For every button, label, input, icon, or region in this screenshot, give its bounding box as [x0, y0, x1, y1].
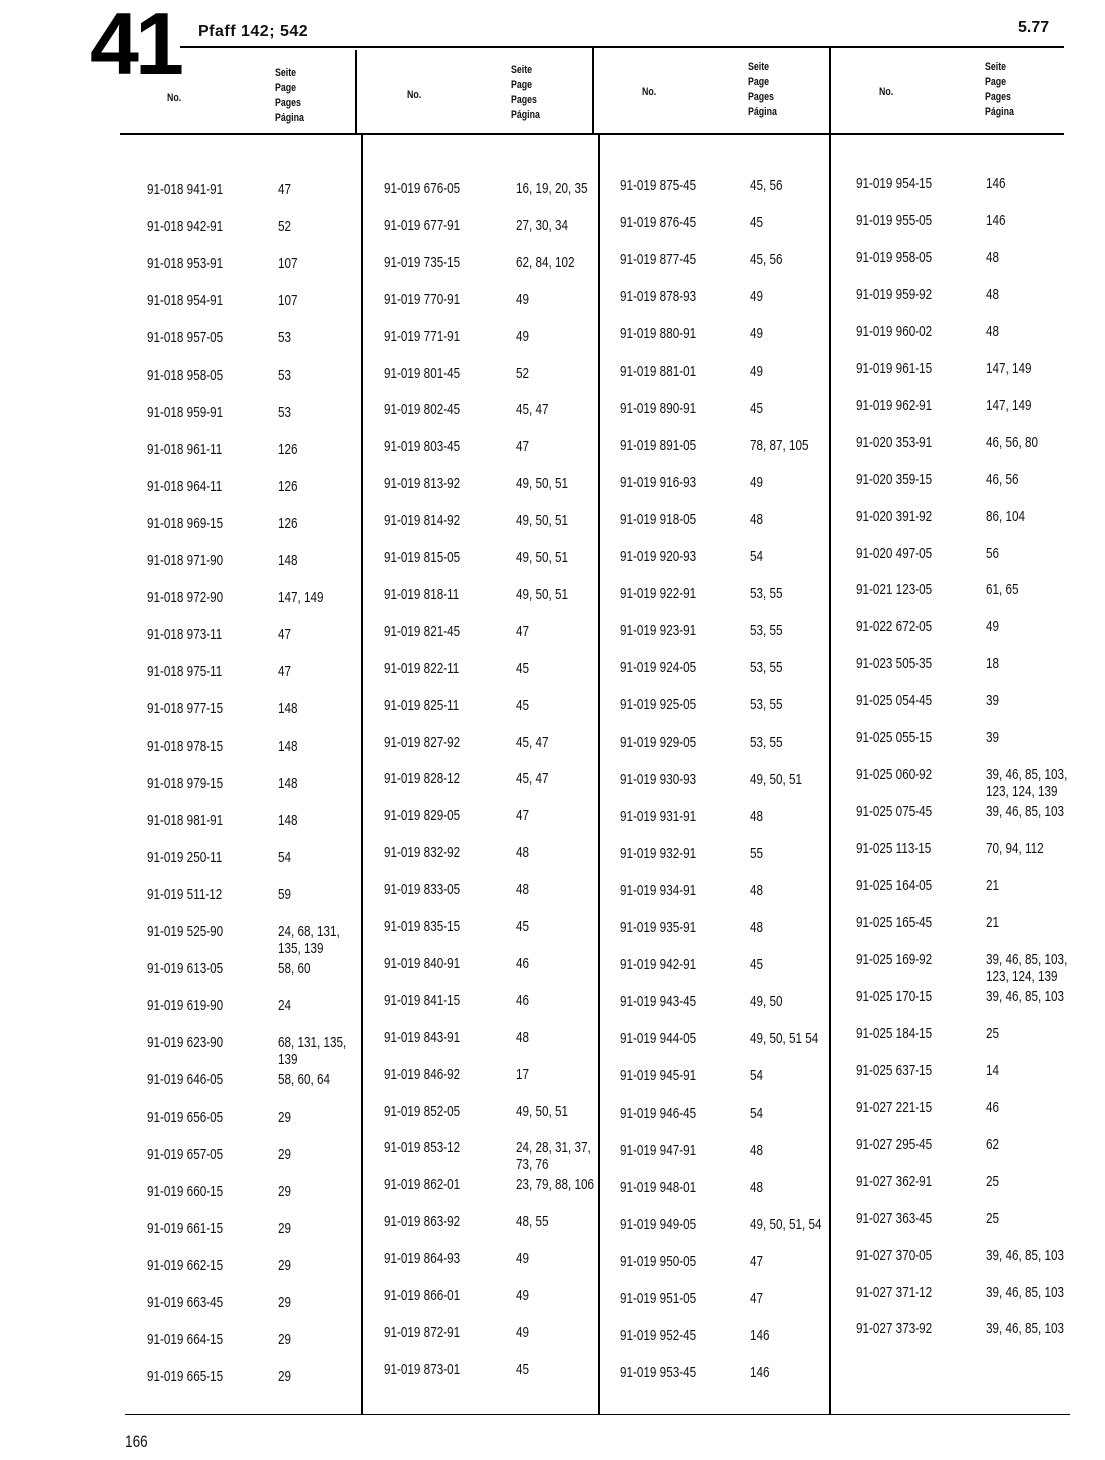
- page-reference: 17: [516, 1065, 530, 1083]
- column-header-page: [511, 63, 540, 123]
- page-reference: 48: [986, 322, 1000, 340]
- part-number: 91-027 363-45: [856, 1209, 933, 1227]
- column-divider: [592, 48, 594, 135]
- page-reference: 78, 87, 105: [750, 436, 809, 454]
- page-reference: 147, 149: [278, 589, 324, 607]
- page-reference: 49: [516, 327, 530, 345]
- part-number: 91-019 525-90: [147, 923, 224, 940]
- part-number: 91-020 391-92: [856, 507, 933, 525]
- part-number: 91-027 221-15: [856, 1098, 933, 1116]
- page-reference: 24, 68, 131, 135, 139: [278, 923, 340, 957]
- page-reference: 39, 46, 85, 103: [986, 987, 1065, 1005]
- page-reference: 148: [278, 774, 298, 792]
- page-reference: 29: [278, 1294, 292, 1311]
- page-reference: 29: [278, 1108, 292, 1126]
- page-reference: 24, 28, 31, 37, 73, 76: [516, 1139, 591, 1174]
- part-number: 91-019 661-15: [147, 1219, 224, 1237]
- part-number: 91-019 735-15: [384, 253, 461, 271]
- page-reference: 49: [516, 1250, 530, 1268]
- part-number: 91-018 973-11: [147, 626, 223, 644]
- page-reference: 49: [750, 325, 764, 343]
- part-number: 91-020 497-05: [856, 544, 933, 562]
- part-number: 91-025 169-92: [856, 950, 933, 968]
- part-number: 91-019 929-05: [620, 733, 697, 751]
- part-number: 91-018 954-91: [147, 292, 224, 310]
- part-number: 91-019 960-02: [856, 322, 933, 340]
- part-number: 91-025 164-05: [856, 877, 933, 895]
- page-reference: 46, 56: [986, 470, 1019, 488]
- page-reference: 49: [986, 618, 1000, 636]
- part-number: 91-019 873-01: [384, 1360, 461, 1378]
- page-reference: 46: [986, 1098, 1000, 1116]
- part-number: 91-018 953-91: [147, 255, 224, 273]
- page-reference: 126: [278, 477, 298, 495]
- page-header-label: Página: [748, 106, 777, 118]
- page-reference: 48: [986, 285, 1000, 303]
- page-reference: 53: [278, 366, 292, 384]
- part-number: 91-019 922-91: [620, 585, 697, 603]
- part-number: 91-019 827-92: [384, 733, 461, 751]
- page-reference: 21: [986, 914, 1000, 931]
- part-number: 91-025 060-92: [856, 766, 933, 784]
- part-number: 91-019 934-91: [620, 881, 697, 899]
- part-number: 91-019 942-91: [620, 956, 697, 974]
- page-reference: 29: [278, 1256, 292, 1274]
- page-reference: 48: [750, 807, 764, 825]
- part-number: 91-019 958-05: [856, 248, 933, 266]
- part-number: 91-019 948-01: [620, 1178, 697, 1196]
- page-reference: 46: [516, 991, 530, 1009]
- column-divider: [355, 50, 357, 135]
- page-reference: 147, 149: [986, 396, 1032, 414]
- part-number: 91-019 835-15: [384, 918, 461, 935]
- part-number: 91-018 959-91: [147, 403, 224, 421]
- part-number: 91-019 947-91: [620, 1141, 697, 1159]
- page-reference: 29: [278, 1182, 292, 1200]
- page-reference: 148: [278, 811, 298, 829]
- part-number: 91-019 828-12: [384, 770, 461, 788]
- top-rule: [180, 46, 1064, 48]
- part-number: 91-019 833-05: [384, 881, 461, 899]
- page-reference: 47: [278, 626, 292, 644]
- part-number: 91-018 977-15: [147, 700, 224, 718]
- page-reference: 25: [986, 1024, 1000, 1042]
- part-number: 91-019 250-11: [147, 848, 223, 866]
- part-number: 91-027 295-45: [856, 1135, 933, 1153]
- part-number: 91-019 660-15: [147, 1182, 224, 1200]
- page-reference: 62: [986, 1135, 1000, 1153]
- page-reference: 47: [750, 1252, 764, 1270]
- part-number: 91-018 979-15: [147, 774, 224, 792]
- page-reference: 52: [516, 364, 530, 382]
- page-reference: 46, 56, 80: [986, 433, 1039, 451]
- part-number: 91-018 941-91: [147, 181, 224, 198]
- page-reference: 39, 46, 85, 103, 123, 124, 139: [986, 766, 1068, 801]
- part-number: 91-019 945-91: [620, 1067, 697, 1085]
- part-number: 91-022 672-05: [856, 618, 933, 636]
- page-reference: 14: [986, 1061, 1000, 1079]
- column-header-page: [985, 60, 1014, 120]
- part-number: 91-019 853-12: [384, 1139, 461, 1157]
- part-number: 91-019 877-45: [620, 251, 697, 269]
- part-number: 91-019 930-93: [620, 770, 697, 788]
- part-number: 91-019 840-91: [384, 954, 461, 972]
- page-reference: 45: [750, 956, 764, 974]
- column-header-no: No.: [879, 86, 894, 98]
- page-reference: 86, 104: [986, 507, 1026, 525]
- page-reference: 48: [750, 919, 764, 936]
- part-number: 91-019 801-45: [384, 364, 461, 382]
- page-reference: 48: [750, 881, 764, 899]
- part-number: 91-019 843-91: [384, 1028, 461, 1046]
- page-reference: 29: [278, 1219, 292, 1237]
- page-reference: 54: [750, 1104, 764, 1122]
- page-header-label: Page: [275, 82, 297, 94]
- part-number: 91-019 954-15: [856, 175, 933, 192]
- page-number: 166: [125, 1432, 148, 1451]
- page-reference: 146: [986, 211, 1006, 229]
- page-reference: 107: [278, 255, 298, 273]
- page-reference: 148: [278, 552, 298, 569]
- page-header-label: Seite: [511, 64, 533, 76]
- page-reference: 126: [278, 440, 298, 458]
- page-reference: 45: [750, 214, 764, 232]
- part-number: 91-019 961-15: [856, 359, 933, 377]
- page-reference: 146: [750, 1327, 770, 1345]
- part-number: 91-019 925-05: [620, 696, 697, 714]
- column-divider: [598, 135, 600, 1415]
- part-number: 91-019 862-01: [384, 1176, 461, 1194]
- page-reference: 126: [278, 514, 298, 532]
- part-number: 91-019 920-93: [620, 548, 697, 565]
- page-reference: 49, 50, 51: [516, 549, 569, 566]
- part-number: 91-019 935-91: [620, 919, 697, 936]
- part-number: 91-019 770-91: [384, 290, 461, 308]
- page-reference: 27, 30, 34: [516, 216, 569, 234]
- page-reference: 147, 149: [986, 359, 1032, 377]
- part-number: 91-019 813-92: [384, 475, 461, 493]
- page-reference: 21: [986, 877, 1000, 895]
- page-reference: 49, 50, 51: [516, 475, 569, 493]
- page-reference: 45, 47: [516, 733, 549, 751]
- part-number: 91-018 978-15: [147, 737, 224, 755]
- page-reference: 29: [278, 1368, 292, 1386]
- part-number: 91-019 931-91: [620, 807, 697, 825]
- page-header-label: Page: [748, 76, 770, 88]
- part-number: 91-018 981-91: [147, 811, 224, 829]
- page-reference: 49, 50, 51, 54: [750, 1215, 822, 1233]
- part-number: 91-019 664-15: [147, 1331, 224, 1349]
- page-reference: 61, 65: [986, 581, 1019, 599]
- part-number: 91-025 113-15: [856, 840, 932, 858]
- page-reference: 48, 55: [516, 1213, 549, 1231]
- page-reference: 47: [516, 807, 530, 825]
- page-header-label: Pages: [748, 91, 774, 103]
- page-reference: 53, 55: [750, 585, 783, 603]
- part-number: 91-025 170-15: [856, 987, 933, 1005]
- part-number: 91-019 932-91: [620, 844, 697, 862]
- part-number: 91-019 852-05: [384, 1102, 461, 1120]
- page-reference: 59: [278, 885, 292, 903]
- page-reference: 49: [750, 473, 764, 491]
- part-number: 91-019 943-45: [620, 993, 697, 1011]
- part-number: 91-019 875-45: [620, 177, 697, 194]
- part-number: 91-019 959-92: [856, 285, 933, 303]
- page-header-label: Page: [985, 76, 1007, 88]
- part-number: 91-018 972-90: [147, 589, 224, 607]
- part-number: 91-027 371-12: [856, 1283, 933, 1301]
- page-reference: 25: [986, 1209, 1000, 1227]
- page-reference: 62, 84, 102: [516, 253, 575, 271]
- part-number: 91-018 961-11: [147, 440, 223, 458]
- page-reference: 47: [278, 663, 292, 681]
- part-number: 91-019 951-05: [620, 1290, 697, 1307]
- part-number: 91-023 505-35: [856, 655, 933, 673]
- part-number: 91-027 370-05: [856, 1246, 933, 1264]
- section-number: 41: [90, 0, 180, 93]
- page-reference: 47: [516, 622, 530, 640]
- part-number: 91-019 665-15: [147, 1368, 224, 1386]
- part-number: 91-019 950-05: [620, 1252, 697, 1270]
- part-number: 91-019 814-92: [384, 512, 461, 530]
- part-number: 91-019 662-15: [147, 1256, 224, 1274]
- column-header-no: No.: [642, 86, 657, 98]
- part-number: 91-019 657-05: [147, 1145, 224, 1163]
- page-reference: 29: [278, 1145, 292, 1163]
- page-reference: 18: [986, 655, 1000, 673]
- page-header-label: Page: [511, 79, 533, 91]
- page-reference: 56: [986, 544, 1000, 562]
- part-number: 91-019 818-11: [384, 585, 460, 603]
- page-reference: 58, 60, 64: [278, 1071, 331, 1089]
- part-number: 91-019 623-90: [147, 1034, 224, 1052]
- page-reference: 47: [516, 438, 530, 456]
- page-reference: 49: [516, 1287, 530, 1304]
- part-number: 91-019 955-05: [856, 211, 933, 229]
- page-reference: 45, 47: [516, 401, 549, 419]
- part-number: 91-019 771-91: [384, 327, 461, 345]
- part-number: 91-019 841-15: [384, 991, 461, 1009]
- page-reference: 48: [516, 1028, 530, 1046]
- page-reference: 70, 94, 112: [986, 840, 1044, 858]
- column-header-page: [748, 60, 777, 120]
- part-number: 91-019 916-93: [620, 473, 697, 491]
- part-number: 91-025 075-45: [856, 803, 933, 821]
- page-reference: 49: [516, 290, 530, 308]
- page-reference: 23, 79, 88, 106: [516, 1176, 595, 1194]
- page-header-label: Pages: [985, 91, 1011, 103]
- part-number: 91-019 946-45: [620, 1104, 697, 1122]
- page-header-label: Seite: [985, 61, 1007, 73]
- page-reference: 45, 56: [750, 177, 783, 194]
- page-reference: 146: [750, 1364, 770, 1382]
- page-reference: 52: [278, 218, 292, 236]
- page-reference: 49: [750, 288, 764, 306]
- page-header-label: Pages: [275, 97, 301, 109]
- page-reference: 49: [750, 362, 764, 380]
- page-reference: 48: [516, 881, 530, 899]
- part-number: 91-019 872-91: [384, 1323, 461, 1341]
- machine-title: Pfaff 142; 542: [198, 23, 309, 40]
- part-number: 91-019 646-05: [147, 1071, 224, 1089]
- part-number: 91-019 923-91: [620, 622, 697, 640]
- page-reference: 45: [516, 659, 530, 677]
- page-reference: 148: [278, 737, 298, 755]
- part-number: 91-019 821-45: [384, 622, 461, 640]
- page-reference: 48: [750, 1141, 764, 1159]
- part-number: 91-018 958-05: [147, 366, 224, 384]
- part-number: 91-020 353-91: [856, 433, 933, 451]
- page-reference: 48: [986, 248, 1000, 266]
- page-reference: 55: [750, 844, 764, 862]
- page-reference: 16, 19, 20, 35: [516, 180, 588, 197]
- part-number: 91-019 825-11: [384, 696, 460, 714]
- page-header-label: Pages: [511, 94, 537, 106]
- page-reference: 39, 46, 85, 103: [986, 1320, 1065, 1338]
- page-reference: 53, 55: [750, 659, 783, 677]
- part-number: 91-019 890-91: [620, 399, 697, 417]
- page-reference: 45: [750, 399, 764, 417]
- part-number: 91-018 975-11: [147, 663, 223, 681]
- page-reference: 53, 55: [750, 622, 783, 640]
- edition-date: 5.77: [1018, 19, 1050, 36]
- page-header-label: Página: [985, 106, 1014, 118]
- page-reference: 54: [278, 848, 292, 866]
- page-reference: 107: [278, 292, 298, 310]
- part-number: 91-019 677-91: [384, 216, 461, 234]
- page-reference: 46: [516, 954, 530, 972]
- part-number: 91-019 864-93: [384, 1250, 461, 1268]
- column-header-no: No.: [167, 92, 182, 104]
- page-reference: 39: [986, 692, 1000, 710]
- page-header-label: Seite: [275, 67, 297, 79]
- page-reference: 49, 50, 51 54: [750, 1030, 819, 1048]
- page-reference: 53: [278, 403, 292, 421]
- part-number: 91-019 613-05: [147, 960, 224, 978]
- part-number: 91-019 802-45: [384, 401, 461, 419]
- page-reference: 45: [516, 918, 530, 935]
- part-number: 91-019 846-92: [384, 1065, 461, 1083]
- page-reference: 49, 50, 51: [516, 585, 569, 603]
- part-number: 91-019 876-45: [620, 214, 697, 232]
- column-divider: [361, 135, 363, 1415]
- part-number: 91-020 359-15: [856, 470, 933, 488]
- part-number: 91-019 815-05: [384, 549, 461, 566]
- part-number: 91-025 055-15: [856, 729, 933, 747]
- part-number: 91-025 637-15: [856, 1061, 933, 1079]
- part-number: 91-019 803-45: [384, 438, 461, 456]
- part-number: 91-019 822-11: [384, 659, 460, 677]
- part-number: 91-027 362-91: [856, 1172, 933, 1190]
- page-reference: 39: [986, 729, 1000, 747]
- page-reference: 58, 60: [278, 960, 311, 978]
- part-number: 91-025 165-45: [856, 914, 933, 931]
- part-number: 91-019 881-01: [620, 362, 697, 380]
- page-reference: 45, 47: [516, 770, 549, 788]
- part-number: 91-019 953-45: [620, 1364, 697, 1382]
- page-reference: 53: [278, 329, 292, 347]
- part-number: 91-019 866-01: [384, 1287, 461, 1304]
- page-reference: 39, 46, 85, 103, 123, 124, 139: [986, 950, 1068, 985]
- page-reference: 53, 55: [750, 696, 783, 714]
- page-reference: 49: [516, 1323, 530, 1341]
- part-number: 91-018 964-11: [147, 477, 223, 495]
- page-reference: 48: [750, 1178, 764, 1196]
- part-number: 91-019 949-05: [620, 1215, 697, 1233]
- part-number: 91-021 123-05: [856, 581, 933, 599]
- part-number: 91-018 957-05: [147, 329, 224, 347]
- part-number: 91-019 663-45: [147, 1294, 224, 1311]
- part-number: 91-025 054-45: [856, 692, 933, 710]
- part-number: 91-019 676-05: [384, 180, 461, 197]
- page-reference: 68, 131, 135, 139: [278, 1034, 347, 1069]
- page-reference: 49, 50: [750, 993, 783, 1011]
- page-reference: 146: [986, 175, 1006, 192]
- page-reference: 45: [516, 696, 530, 714]
- page-reference: 39, 46, 85, 103: [986, 1246, 1065, 1264]
- page-reference: 29: [278, 1331, 292, 1349]
- page-reference: 45: [516, 1360, 530, 1378]
- part-number: 91-019 511-12: [147, 885, 223, 903]
- part-number: 91-019 619-90: [147, 997, 224, 1015]
- part-number: 91-019 863-92: [384, 1213, 461, 1231]
- part-number: 91-027 373-92: [856, 1320, 933, 1338]
- page-reference: 53, 55: [750, 733, 783, 751]
- part-number: 91-019 878-93: [620, 288, 697, 306]
- part-number: 91-019 918-05: [620, 510, 697, 528]
- part-number: 91-019 952-45: [620, 1327, 697, 1345]
- page-header-label: Página: [275, 112, 304, 124]
- part-number: 91-018 969-15: [147, 514, 224, 532]
- page-reference: 39, 46, 85, 103: [986, 803, 1065, 821]
- page-reference: 54: [750, 548, 764, 565]
- part-number: 91-019 891-05: [620, 436, 697, 454]
- page-reference: 24: [278, 997, 292, 1015]
- part-number: 91-018 942-91: [147, 218, 224, 236]
- page-reference: 47: [750, 1290, 764, 1307]
- page-reference: 48: [750, 510, 764, 528]
- column-header-page: [275, 66, 304, 126]
- column-header-no: No.: [407, 89, 422, 101]
- page-reference: 49, 50, 51: [516, 512, 569, 530]
- page-reference: 148: [278, 700, 298, 718]
- part-number: 91-025 184-15: [856, 1024, 933, 1042]
- part-number: 91-019 829-05: [384, 807, 461, 825]
- page-reference: 25: [986, 1172, 1000, 1190]
- part-number: 91-019 880-91: [620, 325, 697, 343]
- page-reference: 49, 50, 51: [750, 770, 803, 788]
- page-header-label: Página: [511, 109, 540, 121]
- page-reference: 39, 46, 85, 103: [986, 1283, 1065, 1301]
- part-number: 91-019 962-91: [856, 396, 933, 414]
- page-reference: 54: [750, 1067, 764, 1085]
- page-reference: 48: [516, 844, 530, 862]
- part-number: 91-018 971-90: [147, 552, 224, 569]
- part-number: 91-019 832-92: [384, 844, 461, 862]
- part-number: 91-019 656-05: [147, 1108, 224, 1126]
- part-number: 91-019 924-05: [620, 659, 697, 677]
- part-number: 91-019 944-05: [620, 1030, 697, 1048]
- page-header-label: Seite: [748, 61, 770, 73]
- page-reference: 49, 50, 51: [516, 1102, 569, 1120]
- page-reference: 47: [278, 181, 292, 198]
- page-reference: 45, 56: [750, 251, 783, 269]
